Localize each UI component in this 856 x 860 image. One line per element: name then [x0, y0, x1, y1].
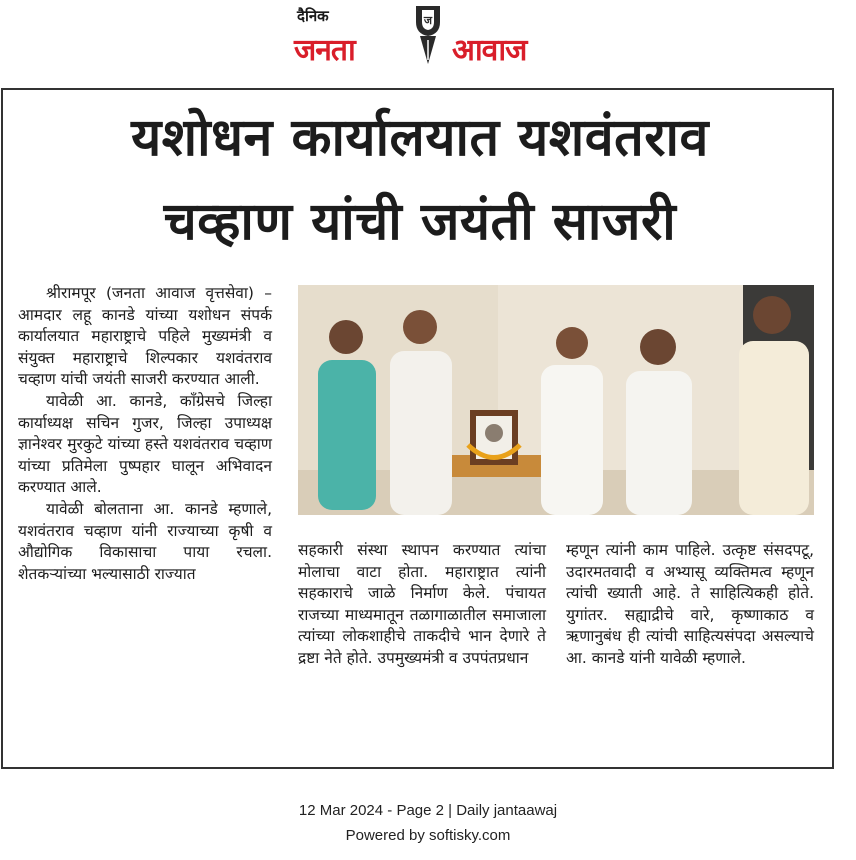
brand-name-right: आवाज: [452, 33, 527, 68]
footer-powered-by[interactable]: Powered by softisky.com: [345, 827, 511, 844]
paragraph: म्हणून त्यांनी काम पाहिले. उत्कृष्ट संसदपटू, उदारमतवादी व अभ्यासू व्यक्तिमत्व म्हणून त्यांची ख्याती आहे. ते साहित्यिकही होते. युगांतर. सह्याद्रीचे वारे, कृष्णाकाठ व ऋणानुबंध ही त्यांची साहित्यसंपदा असल्याचे आ. कानडे यांनी यावेळी म्हणाले.: [566, 541, 814, 667]
pen-nib-icon: [410, 2, 446, 66]
article-headline: [20, 96, 820, 264]
article-column-2: [298, 540, 546, 670]
brand-prefix: दैनिक: [297, 7, 329, 25]
brand-name-left: जनता: [294, 33, 355, 68]
paragraph: यावेळी बोलताना आ. कानडे म्हणाले, यशवंतराव चव्हाण यांनी राज्याच्या कृषी व औद्योगिक विकासाचा पाया रचला. शेतकऱ्यांच्या भल्यासाठी राज्यात: [18, 499, 272, 583]
svg-text:ज: ज: [423, 14, 433, 27]
paragraph: श्रीरामपूर (जनता आवाज वृत्तसेवा) – आमदार लहू कानडे यांच्या यशोधन संपर्क कार्यालयात महाराष्ट्राचे पहिले मुख्यमंत्री व संयुक्त महाराष्ट्राचे शिल्पकार यशवंतराव चव्हाण यांची जयंती साजरी करण्यात आली.: [18, 284, 272, 389]
footer-dateline: 12 Mar 2024 - Page 2 | Daily jantaawaj: [298, 802, 558, 819]
article-column-3: [566, 540, 814, 670]
paragraph: यावेळी आ. कानडे, काँग्रेसचे जिल्हा कार्याध्यक्ष सचिन गुजर, जिल्हा उपाध्यक्ष ज्ञानेश्वर मुरकुटे यांच्या हस्ते यशवंतराव चव्हाण यांच्या प्रतिमेला पुष्पहार घालून अभिवादन करण्यात आले.: [18, 391, 272, 497]
masthead: [0, 0, 856, 80]
headline-line-2: चव्हाण यांची जयंती साजरी: [163, 192, 677, 252]
headline-line-1: यशोधन कार्यालयात यशवंतराव: [131, 108, 709, 168]
paragraph: सहकारी संस्था स्थापन करण्यात त्यांचा मोलाचा वाटा होता. महाराष्ट्रात त्यांनी सहकाराचे जाळे निर्माण केले. पंचायत राजच्या माध्यमातून तळागाळातील समाजाला त्यांच्या लोकशाहीचे ताकदीचे भान देणारे ते द्रष्टा नेते होते. उपमुख्यमंत्री व उपपंतप्रधान: [298, 541, 546, 667]
article-column-1: [18, 283, 272, 585]
news-photo: [298, 285, 814, 515]
